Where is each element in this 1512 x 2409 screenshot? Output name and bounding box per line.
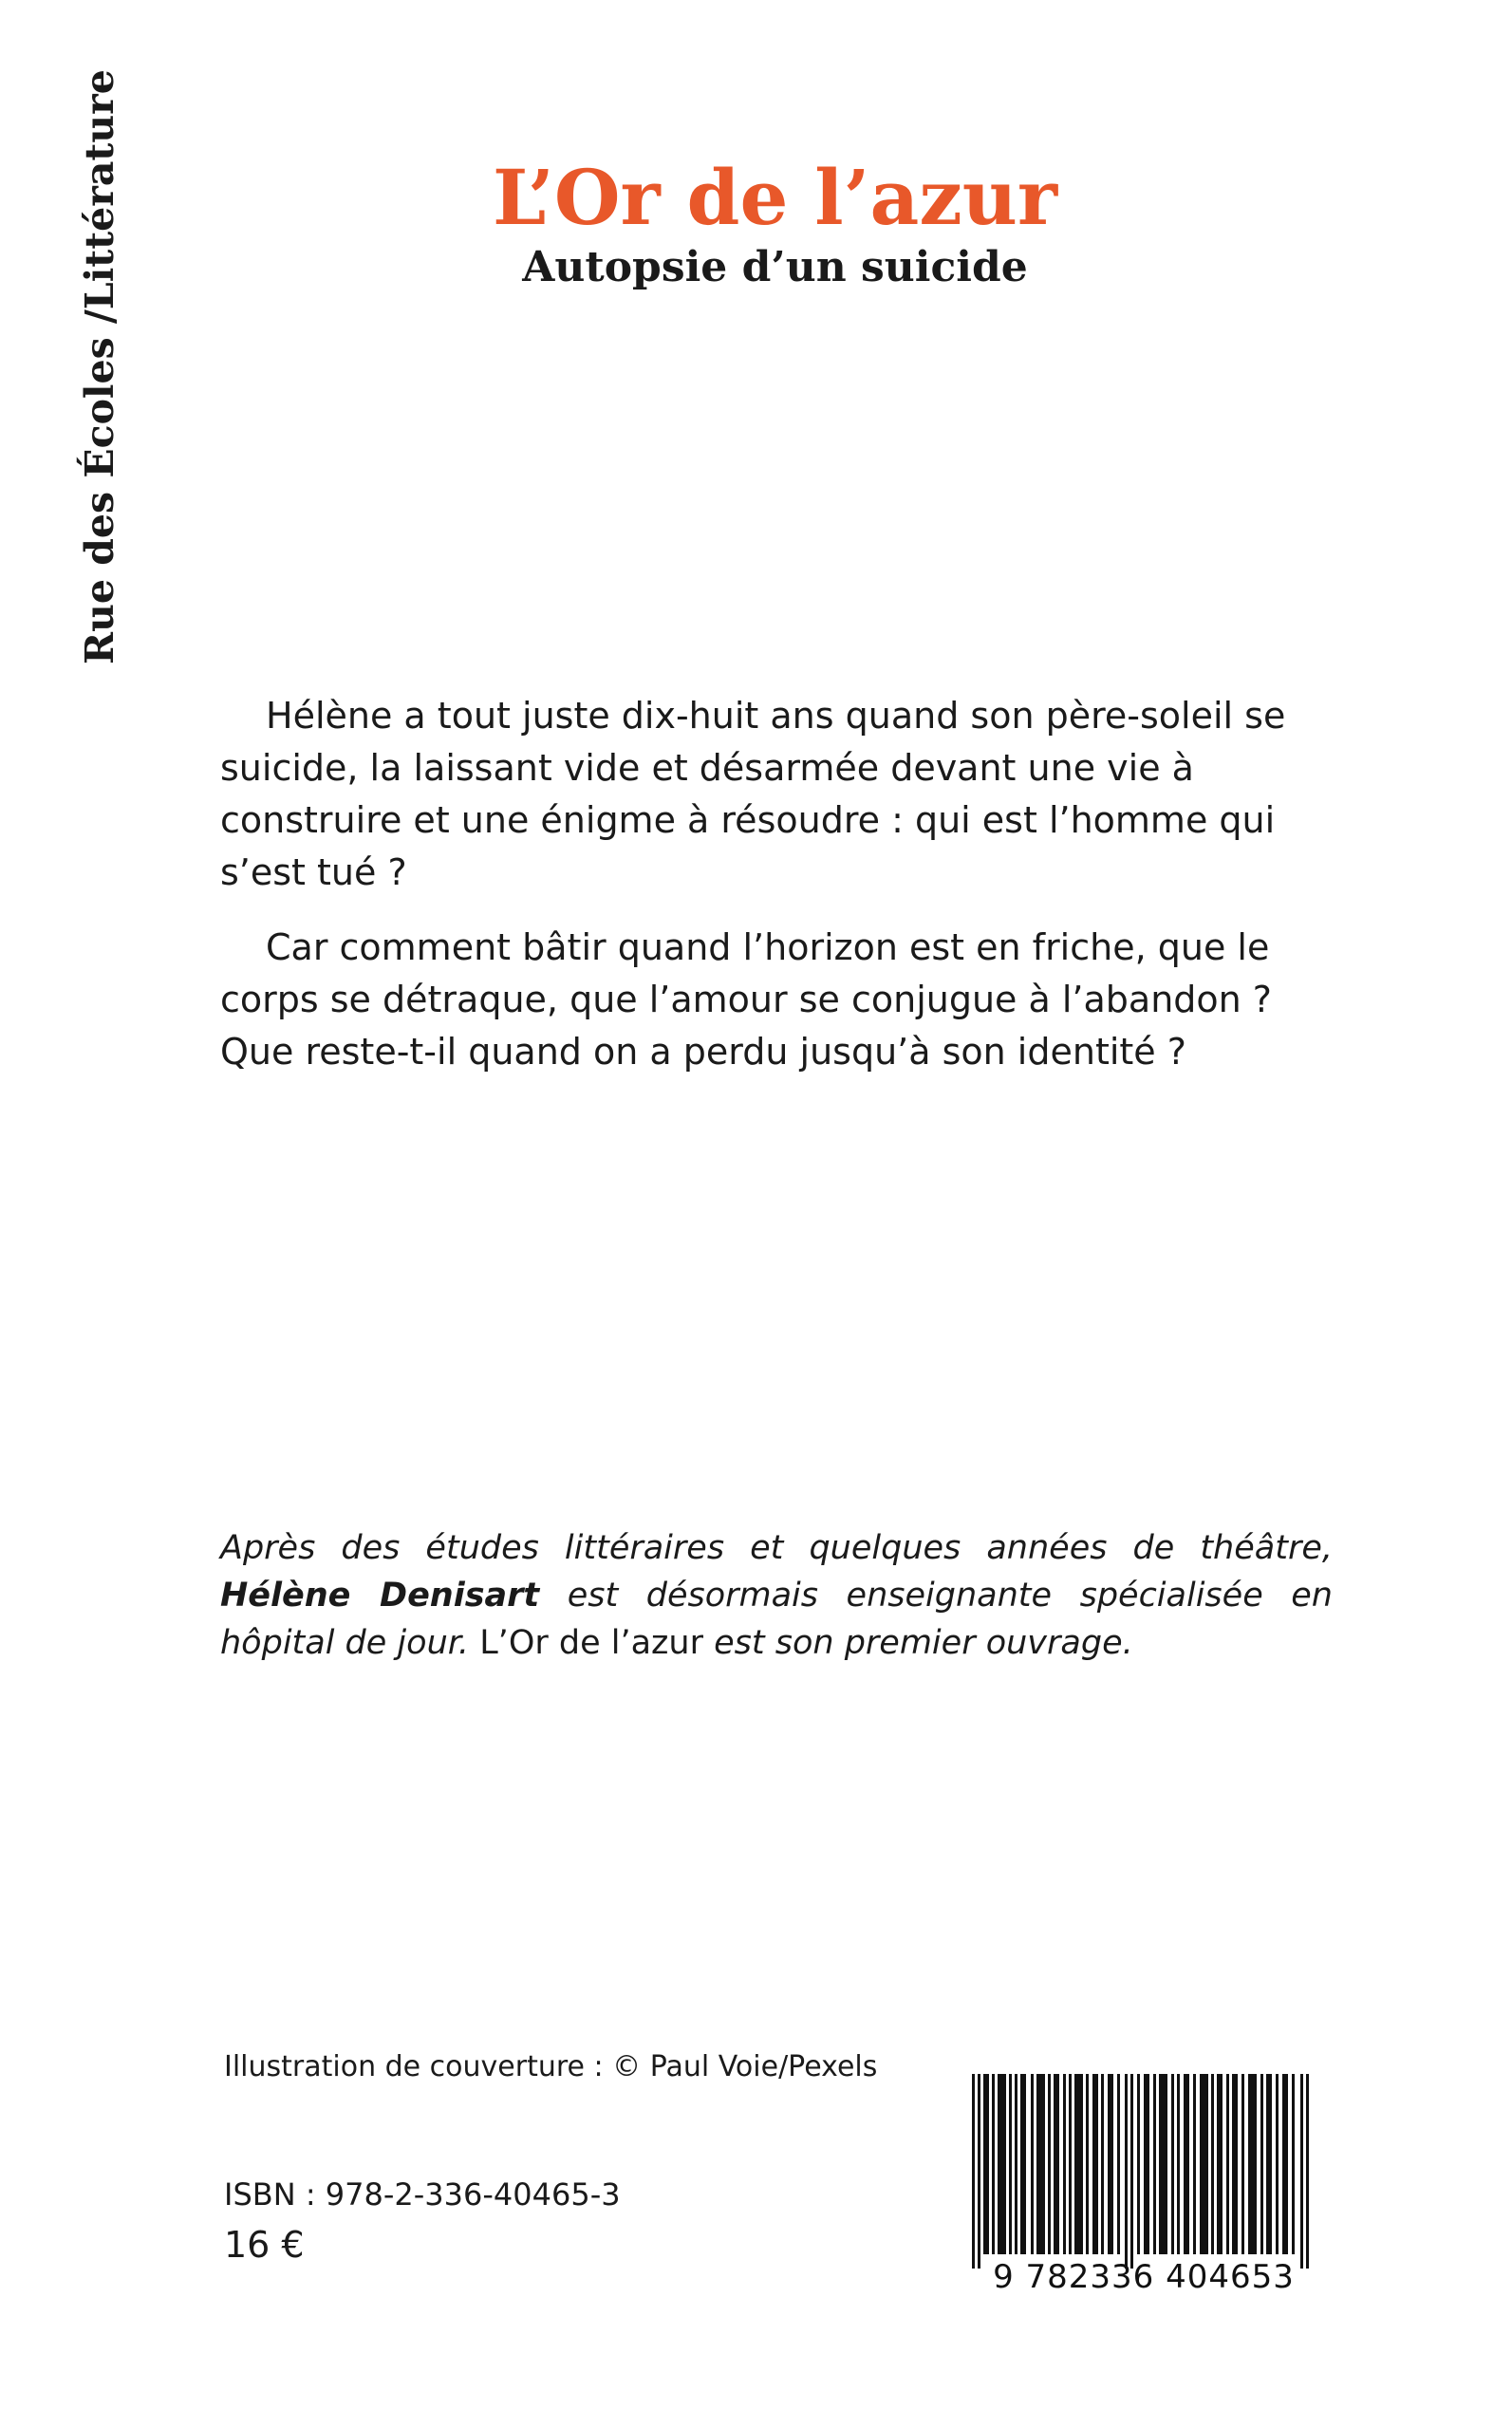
book-subtitle: Autopsie d’un suicide [522,243,1028,291]
price-label: 16 € [224,2224,305,2266]
bio-text: est désormais enseignante spécialisée en hôpital de jour. [220,1577,1333,1662]
bio-text: est son premier ouvrage. [703,1624,1133,1662]
blurb-paragraph: Hélène a tout juste dix-huit ans quand son père-soleil se suicide, la laissant vide et désarmée devant une vie à construire et une énigme à résoudre : qui est l’homme qui s’est tué ? [220,695,1286,893]
blurb [220,690,1340,1101]
illustration-credit: Illustration de couverture : © Paul Voie/Pexels [224,2050,878,2083]
barcode [968,2074,1319,2306]
author-bio [220,1524,1333,1667]
barcode-digits: 9 782336 404653 [993,2258,1295,2296]
book-title: L’Or de l’azur [492,153,1058,242]
bio-book-title: L’Or de l’azur [479,1624,703,1662]
isbn-label: ISBN : 978-2-336-40465-3 [224,2176,621,2213]
author-name: Hélène Denisart [220,1577,540,1615]
blurb-paragraph: Car comment bâtir quand l’horizon est en friche, que le corps se détraque, que l’amour se conjugue à l’abandon ? Que reste-t-il quand on a perdu jusqu’à son identité ? [220,926,1272,1073]
bio-text: Après des études littéraires et quelques années de théâtre, [220,1529,1333,1567]
spine-collection-label: Rue des Écoles /Littérature [77,69,122,664]
